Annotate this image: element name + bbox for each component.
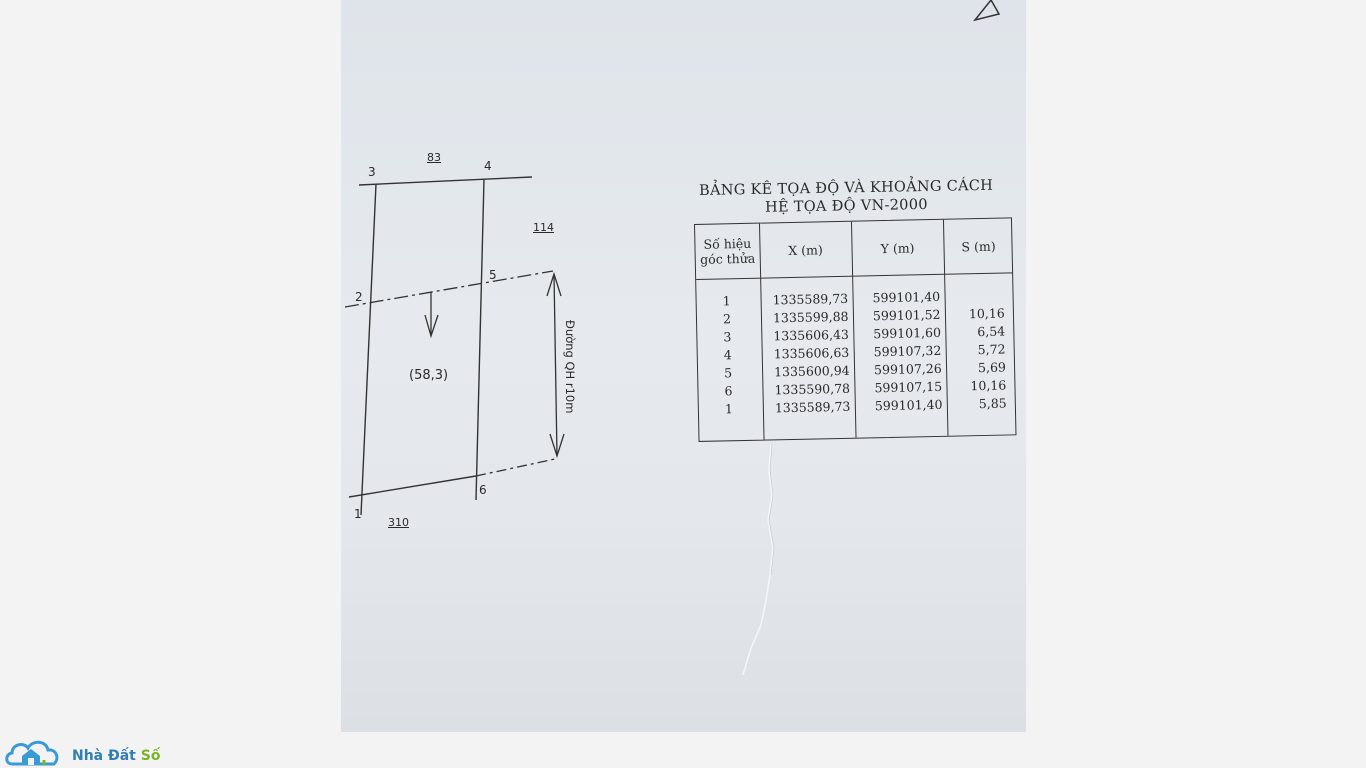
cell-id: 2 — [722, 311, 732, 327]
cell-id: 4 — [723, 347, 732, 363]
table-title — [696, 177, 997, 218]
header-y: Y (m) — [880, 239, 915, 256]
cell-y: 599107,15 — [874, 378, 943, 396]
north-arrow-icon — [975, 0, 999, 20]
brand-logo — [4, 734, 164, 768]
cell-x: 1335606,43 — [773, 326, 850, 344]
corner-label-2: 2 — [355, 290, 363, 304]
corner-label-3: 3 — [368, 165, 376, 179]
cell-x: 1335600,94 — [773, 362, 850, 380]
road-edge-top — [345, 268, 553, 307]
cell-s: 5,69 — [977, 359, 1007, 376]
cloud-house-icon — [4, 734, 68, 768]
brand-name — [72, 748, 160, 764]
header-x: X (m) — [788, 241, 823, 258]
road-edge-bottom — [476, 459, 555, 476]
cell-s: 10,16 — [968, 305, 1005, 322]
cell-x: 1335589,73 — [774, 398, 851, 416]
cell-y: 599101,60 — [873, 324, 942, 342]
cell-s: 5,85 — [978, 395, 1007, 412]
neighbor-parcel-114: 114 — [533, 221, 554, 234]
road-dimension-line — [554, 274, 557, 456]
cell-x: 1335599,88 — [772, 308, 849, 326]
boundary-top — [359, 177, 532, 185]
cell-y: 599101,40 — [874, 396, 943, 414]
cell-s: 10,16 — [970, 377, 1007, 394]
coordinate-table — [694, 217, 1016, 442]
cell-y: 599101,40 — [872, 288, 941, 306]
corner-label-5: 5 — [489, 268, 497, 282]
header-corner-id: Số hiệu góc thửa — [700, 235, 756, 267]
boundary-bottom — [349, 476, 476, 497]
boundary-left — [361, 184, 376, 515]
table-title-line-1: BẢNG KÊ TỌA ĐỘ VÀ KHOẢNG CÁCH — [698, 177, 994, 199]
cell-id: 5 — [723, 365, 733, 381]
corner-label-4: 4 — [484, 159, 492, 173]
cell-s: 6,54 — [977, 323, 1006, 340]
corner-label-6: 6 — [479, 483, 487, 497]
cell-y: 599107,26 — [873, 360, 942, 378]
boundary-right — [476, 179, 484, 500]
cell-s: 5,72 — [977, 341, 1006, 358]
cell-id: 1 — [724, 401, 733, 417]
cell-y: 599107,32 — [873, 342, 942, 360]
paper-crack — [743, 444, 773, 675]
cell-id: 6 — [724, 383, 733, 399]
neighbor-parcel-83: 83 — [427, 151, 441, 164]
brand-name-accent: Số — [140, 748, 161, 764]
neighbor-parcel-310: 310 — [388, 516, 409, 529]
parcel-area-label: (58,3) — [409, 368, 449, 383]
cell-id: 3 — [723, 329, 732, 345]
corner-label-1: 1 — [354, 507, 362, 521]
cell-id: 1 — [722, 293, 731, 309]
road-label: Đường QH r10m — [563, 320, 577, 414]
brand-name-main: Nhà Đất — [72, 748, 141, 764]
cell-y: 599101,52 — [872, 306, 941, 324]
table-body — [696, 286, 1015, 419]
header-s: S (m) — [961, 238, 996, 254]
cell-x: 1335590,78 — [774, 380, 851, 398]
table-title-line-2: HỆ TỌA ĐỘ VN-2000 — [764, 196, 928, 216]
cell-x: 1335606,63 — [773, 344, 850, 362]
cell-x: 1335589,73 — [772, 290, 849, 308]
